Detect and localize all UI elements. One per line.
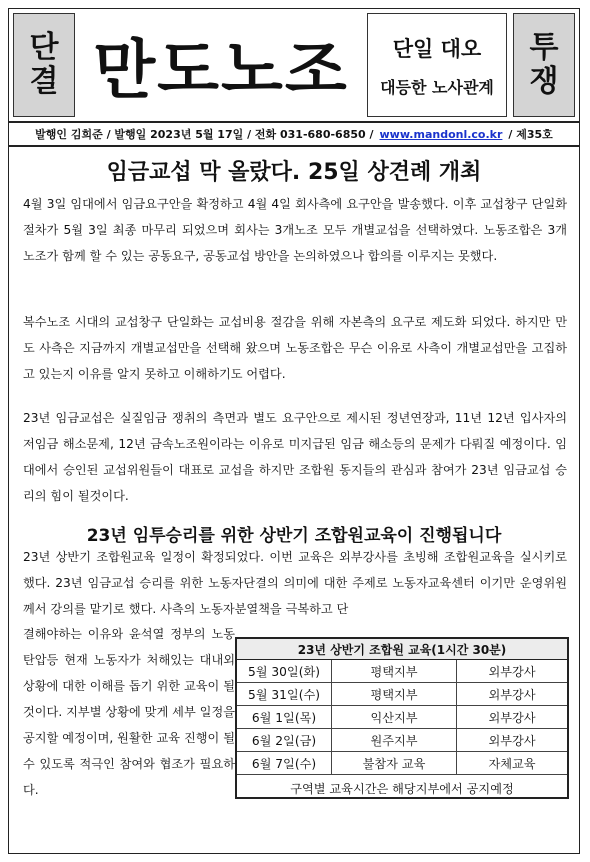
- schedule-date: 6월 2일(금): [237, 729, 332, 751]
- schedule-row: [237, 683, 567, 706]
- schedule-instructor: 외부강사: [488, 664, 536, 679]
- slogan-left-box: [13, 13, 75, 117]
- issue-number: / 제35호: [508, 128, 553, 141]
- article2-paragraph-1: 23년 상반기 조합원교육 일정이 확정되었다. 이번 교육은 외부강사를 초빙해 조합원교육을 실시키로 했다. 23년 임금교섭 승리를 위한 노동자단결의 의미에 대한 주제로 노동자교육센터 이기만 운영위원께서 강의를 맡기로 했다. 사측의 노동자분열책을 극복하고 단: [23, 550, 567, 616]
- schedule-row: [237, 660, 567, 683]
- right-char-2: 쟁: [529, 64, 559, 99]
- schedule-row: [237, 752, 567, 775]
- schedule-place: 불참자 교육: [332, 752, 457, 774]
- schedule-title: 23년 상반기 조합원 교육(1시간 30분): [237, 639, 567, 660]
- schedule-place: 평택지부: [332, 683, 457, 705]
- article1-paragraph-2: 복수노조 시대의 교섭창구 단일화는 교섭비용 절감을 위해 자본측의 요구로 제도화 되었다. 하지만 만도 사측은 지금까지 개별교섭만을 선택해 왔으며 노동조합은 무슨 이유로 사측이 개별교섭만을 고집하고 있는지 이유를 알지 못하고 이해하기도 어렵다.: [23, 315, 567, 381]
- article1-paragraph-3: 23년 임금교섭은 실질임금 쟁취의 측면과 별도 요구안으로 제시된 정년연장과, 11년 12년 입사자의 저임금 해소문제, 12년 금속노조원이라는 이유로 미지급된 임금 해소등의 문제가 다뤄질 예정이다. 임대에서 승인된 교섭위원들이 대표로 교섭을 하지만 조합원 동지들의 관심과 참여가 23년 임금교섭 승리의 힘이 될것이다.: [23, 411, 567, 503]
- article2-headline: 23년 임투승리를 위한 상반기 조합원교육이 진행됩니다: [86, 526, 502, 546]
- masthead: [9, 9, 579, 121]
- article1-headline: 임금교섭 막 올랐다. 25일 상견례 개최: [106, 160, 482, 185]
- newsletter-title: 만도노조: [93, 34, 349, 108]
- schedule-date: 5월 30일(화): [237, 660, 332, 682]
- schedule-row: [237, 729, 567, 752]
- schedule-place: 원주지부: [332, 729, 457, 751]
- schedule-place: 평택지부: [332, 660, 457, 682]
- schedule-instructor: 외부강사: [488, 710, 536, 725]
- schedule-date: 6월 7일(수): [237, 752, 332, 774]
- article2-paragraph-2: 결해야하는 이유와 윤석열 정부의 노동탄압등 현재 노동자가 처해있는 대내외 상황에 대한 이해를 돕기 위한 교육이 될 것이다. 지부별 상황에 맞게 세부 일정을 공지할 예정이며, 원활한 교육 진행이 될 수 있도록 적극인 참여와 협조가 필요하다.: [23, 627, 235, 797]
- schedule-footer-note: 구역별 교육시간은 해당지부에서 공지예정: [290, 782, 514, 796]
- schedule-instructor: 외부강사: [488, 733, 536, 748]
- left-char-2: 결: [29, 64, 59, 99]
- publication-info-bar: [9, 121, 579, 147]
- website-link[interactable]: www.mandonl.co.kr: [379, 127, 503, 141]
- education-schedule-table: [235, 637, 569, 799]
- slogan-line-2: 대등한 노사관계: [380, 77, 494, 97]
- left-char-1: 단: [29, 30, 59, 65]
- schedule-row: [237, 706, 567, 729]
- newsletter-page: [8, 8, 580, 854]
- schedule-date: 6월 1일(목): [237, 706, 332, 728]
- article1-paragraph-1: 4월 3일 임대에서 임금요구안을 확정하고 4월 4일 회사측에 요구안을 발송했다. 이후 교섭창구 단일화절차가 5월 3일 최종 마무리 되었으며 회사는 3개노조 모두 개별교섭을 선택하였다. 노동조합은 3개 노조가 함께 할 수 있는 공동요구, 공동교섭 방안을 논의하였으나 합의를 이루지는 못했다.: [23, 197, 567, 263]
- publisher-info: 발행인 김희준 / 발행일 2023년 5월 17일 / 전화 031-680-6850 /: [35, 128, 374, 141]
- slogan-box: [367, 13, 507, 117]
- slogan-line-1: 단일 대오: [392, 36, 482, 61]
- schedule-instructor: 자체교육: [488, 756, 536, 771]
- schedule-place: 익산지부: [332, 706, 457, 728]
- schedule-date: 5월 31일(수): [237, 683, 332, 705]
- slogan-right-box: [513, 13, 575, 117]
- right-char-1: 투: [529, 30, 559, 65]
- schedule-instructor: 외부강사: [488, 687, 536, 702]
